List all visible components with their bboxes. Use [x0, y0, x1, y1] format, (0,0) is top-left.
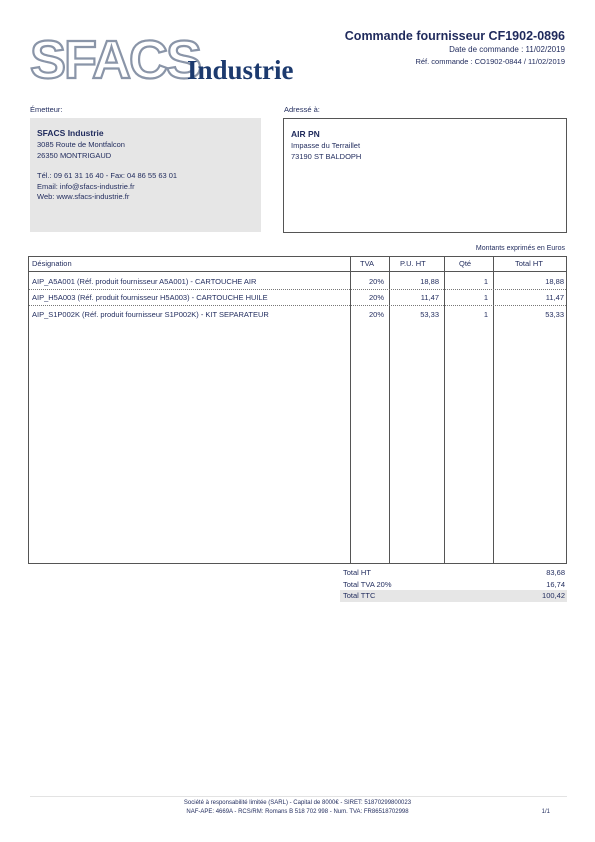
row-3-unit-price: 53,33 — [420, 310, 439, 319]
row-3-quantity: 1 — [483, 310, 488, 319]
total-ht-label: Total HT — [343, 568, 371, 577]
total-tva-label: Total TVA 20% — [343, 579, 392, 589]
sender-email: Email: info@sfacs-industrie.fr — [37, 181, 135, 191]
row-1-unit-price: 18,88 — [420, 277, 439, 286]
row-3-total: 53,33 — [545, 310, 564, 319]
recipient-address-line-2: 73190 ST BALDOPH — [291, 151, 362, 161]
column-header-total: Total HT — [515, 259, 543, 268]
row-3-designation: AIP_S1P002K (Réf. produit fournisseur S1P002K) - KIT SEPARATEUR — [32, 310, 269, 319]
row-3-tva: 20% — [368, 310, 384, 319]
sender-phone: Tél.: 09 61 31 16 40 - Fax: 04 86 55 63 01 — [37, 171, 178, 180]
totals-block — [340, 567, 567, 602]
currency-note: Montants exprimés en Euros — [475, 245, 565, 252]
total-ttc-row — [340, 590, 567, 602]
footer-divider — [30, 796, 567, 797]
items-table — [28, 256, 567, 564]
row-2-total: 11,47 — [545, 293, 564, 302]
sender-name: SFACS Industrie — [37, 128, 104, 138]
footer-legal-line-1: Société à responsabilité limitée (SARL) - Capital de 8000€ - SIRET: 51870299800023 — [183, 800, 412, 806]
total-ht-row — [340, 567, 567, 579]
column-header-quantity: Qté — [459, 259, 472, 268]
sender-label: Émetteur: — [30, 105, 63, 114]
row-1-tva: 20% — [368, 277, 384, 286]
row-2-designation: AIP_H5A003 (Réf. produit fournisseur H5A003) - CARTOUCHE HUILE — [32, 293, 268, 302]
row-1-total: 18,88 — [545, 277, 564, 286]
sender-address-line-1: 3085 Route de Montfalcon — [37, 140, 125, 149]
sender-website: Web: www.sfacs-industrie.fr — [37, 192, 130, 201]
column-header-unit-price: P.U. HT — [400, 259, 426, 268]
logo-subtitle: Industrie — [187, 55, 294, 85]
order-reference: Réf. commande : CO1902-0844 / 11/02/2019 — [415, 57, 565, 66]
column-header-tva: TVA — [360, 259, 375, 268]
page-number: 1/1 — [541, 809, 550, 815]
footer-legal-line-2: NAF-APE: 4669A - RCS/RM: Romans B 518 702 998 - Num. TVA: FR86518702998 — [186, 809, 409, 815]
row-2-quantity: 1 — [483, 293, 488, 302]
row-1-quantity: 1 — [483, 277, 488, 286]
recipient-address-line-1: Impasse du Terraillet — [291, 141, 361, 150]
document-title: Commande fournisseur CF1902-0896 — [344, 29, 565, 43]
order-date: Date de commande : 11/02/2019 — [449, 45, 565, 54]
row-2-unit-price: 11,47 — [420, 293, 439, 302]
company-logo — [30, 33, 320, 88]
row-1-designation: AIP_A5A001 (Réf. produit fournisseur A5A001) - CARTOUCHE AIR — [32, 277, 257, 286]
total-ht-value: 83,68 — [546, 568, 565, 577]
column-header-designation: Désignation — [32, 259, 72, 268]
total-ttc-value: 100,42 — [542, 591, 565, 600]
total-ttc-label: Total TTC — [343, 591, 376, 600]
logo-mark-text: SFACS — [30, 33, 201, 88]
recipient-box — [283, 118, 567, 233]
total-tva-row — [340, 579, 567, 591]
sender-address-line-2: 26350 MONTRIGAUD — [37, 150, 112, 160]
recipient-name: AIR PN — [291, 129, 320, 139]
row-2-tva: 20% — [368, 293, 384, 302]
total-tva-value: 16,74 — [546, 579, 565, 589]
recipient-label: Adressé à: — [284, 105, 320, 114]
sender-box — [30, 118, 261, 232]
